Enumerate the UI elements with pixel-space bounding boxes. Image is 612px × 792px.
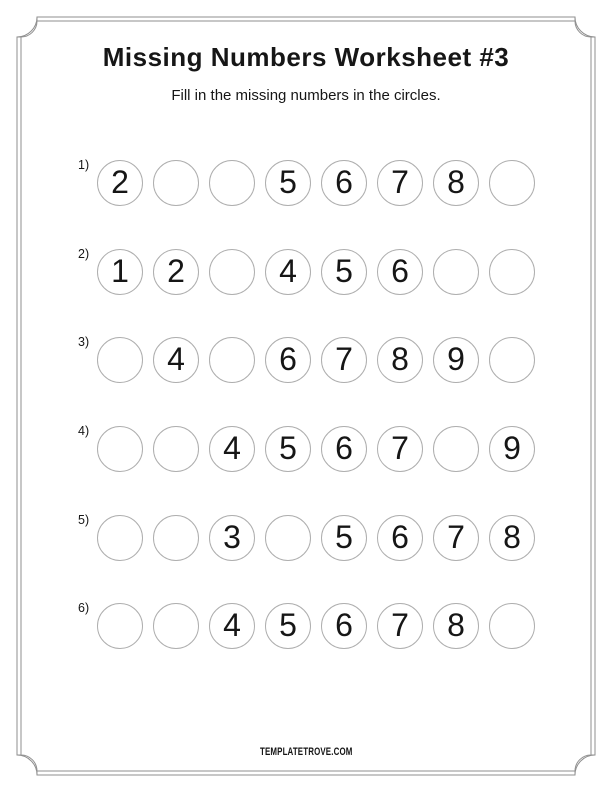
- number-circle: 7: [377, 426, 423, 472]
- empty-circle: [433, 426, 479, 472]
- number-circle: 6: [321, 603, 367, 649]
- worksheet-row: [0, 603, 612, 649]
- number-circle: 4: [209, 426, 255, 472]
- empty-circle: [153, 515, 199, 561]
- row-label: 3): [78, 335, 90, 350]
- number-circle: 5: [265, 160, 311, 206]
- number-circle: 5: [321, 249, 367, 295]
- footer: [0, 742, 612, 760]
- footer-brand: TEMPLATETROVE.COM: [259, 746, 353, 758]
- circles-row: [97, 426, 535, 472]
- number-circle: 6: [265, 337, 311, 383]
- number-circle: 3: [209, 515, 255, 561]
- circles-row: [97, 603, 535, 649]
- empty-circle: [209, 249, 255, 295]
- empty-circle: [153, 426, 199, 472]
- circles-row: [97, 160, 535, 206]
- empty-circle: [97, 337, 143, 383]
- worksheet-row: [0, 246, 612, 295]
- worksheet-title: Missing Numbers Worksheet #3: [102, 42, 510, 72]
- empty-circle: [433, 249, 479, 295]
- number-circle: 7: [321, 337, 367, 383]
- circles-row: [97, 249, 535, 295]
- row-label: 2): [78, 246, 90, 261]
- number-circle: 6: [321, 426, 367, 472]
- number-circle: 2: [97, 160, 143, 206]
- worksheet-subtitle: Fill in the missing numbers in the circles.: [171, 87, 441, 104]
- number-circle: 5: [265, 426, 311, 472]
- empty-circle: [489, 160, 535, 206]
- number-circle: 4: [209, 603, 255, 649]
- number-circle: 8: [489, 515, 535, 561]
- number-circle: 8: [377, 337, 423, 383]
- empty-circle: [209, 160, 255, 206]
- number-circle: 2: [153, 249, 199, 295]
- empty-circle: [97, 603, 143, 649]
- number-circle: 4: [265, 249, 311, 295]
- worksheet-row: [0, 426, 612, 472]
- number-circle: 6: [377, 249, 423, 295]
- worksheet-row: [0, 512, 612, 561]
- number-circle: 6: [321, 160, 367, 206]
- worksheet-row: [0, 337, 612, 383]
- number-circle: 4: [153, 337, 199, 383]
- empty-circle: [97, 515, 143, 561]
- number-circle: 8: [433, 603, 479, 649]
- number-circle: 7: [377, 603, 423, 649]
- circles-row: [97, 515, 535, 561]
- number-circle: 9: [433, 337, 479, 383]
- empty-circle: [489, 603, 535, 649]
- empty-circle: [265, 515, 311, 561]
- empty-circle: [97, 426, 143, 472]
- circles-row: [97, 337, 535, 383]
- row-label: 6): [78, 601, 90, 616]
- number-circle: 7: [377, 160, 423, 206]
- row-label: 1): [78, 158, 90, 172]
- empty-circle: [153, 160, 199, 206]
- row-label: 5): [78, 512, 90, 527]
- empty-circle: [489, 337, 535, 383]
- number-circle: 5: [321, 515, 367, 561]
- worksheet-row: [0, 160, 612, 206]
- number-circle: 5: [265, 603, 311, 649]
- worksheet-rows: [0, 160, 612, 649]
- empty-circle: [153, 603, 199, 649]
- row-label: 4): [78, 424, 90, 439]
- number-circle: 7: [433, 515, 479, 561]
- empty-circle: [209, 337, 255, 383]
- number-circle: 1: [97, 249, 143, 295]
- empty-circle: [489, 249, 535, 295]
- number-circle: 9: [489, 426, 535, 472]
- number-circle: 6: [377, 515, 423, 561]
- number-circle: 8: [433, 160, 479, 206]
